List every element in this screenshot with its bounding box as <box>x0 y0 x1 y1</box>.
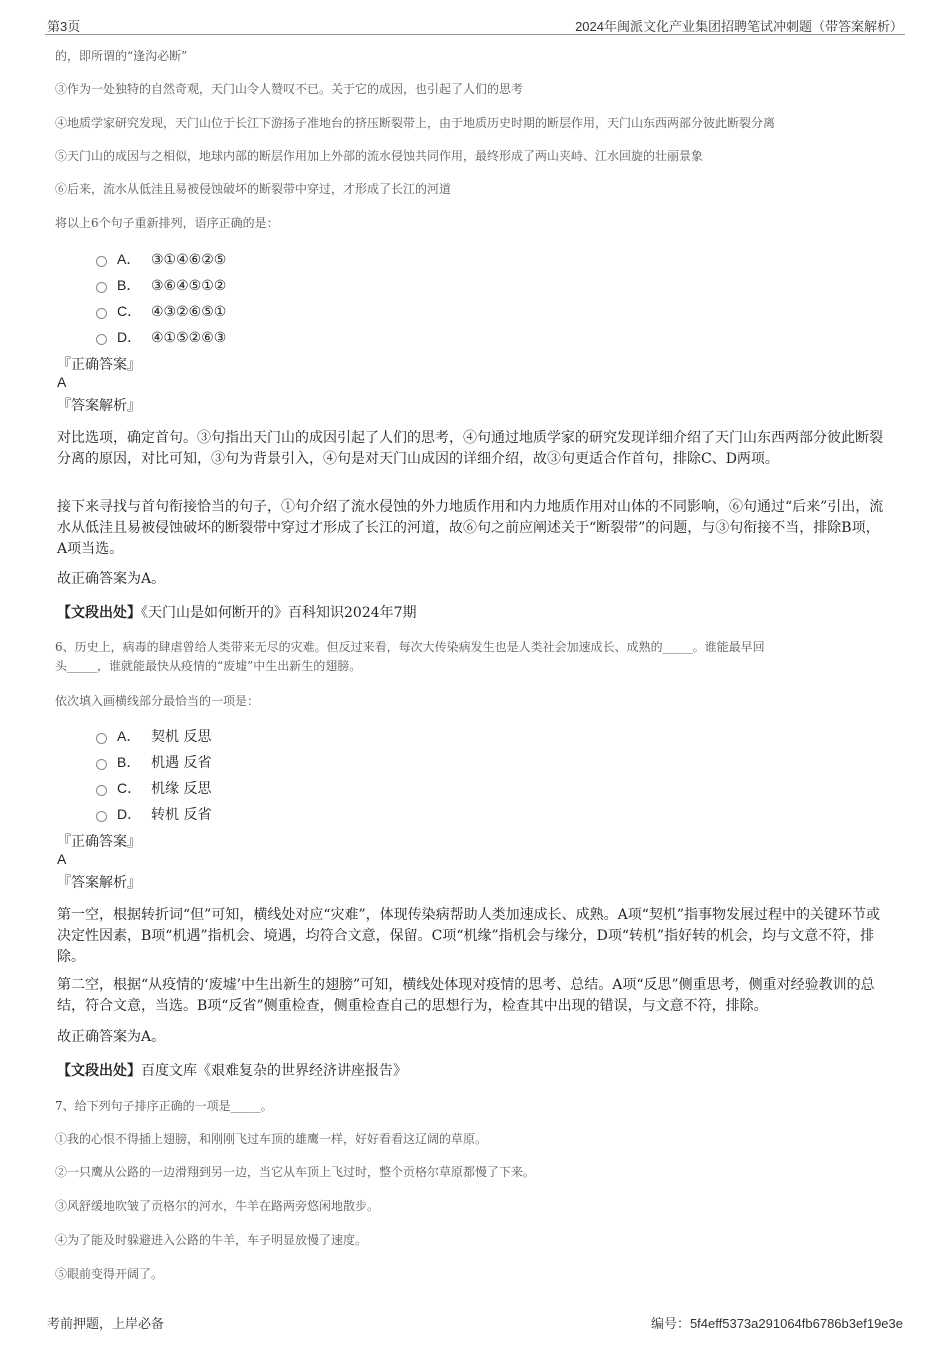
q5-answer-label: 『正确答案』 <box>57 357 141 373</box>
q6-stem-2: 头_____，谁就能最快从疫情的“废墟”中生出新生的翅膀。 <box>55 659 362 673</box>
q7-stem: 7、给下列句子排序正确的一项是_____。 <box>55 1099 273 1113</box>
q5-analysis-label: 『答案解析』 <box>57 398 141 414</box>
radio-icon[interactable] <box>96 308 107 319</box>
q7-sentence-5: ⑤眼前变得开阔了。 <box>55 1267 164 1281</box>
footer-slogan: 考前押题，上岸必备 <box>47 1317 165 1332</box>
radio-icon[interactable] <box>96 785 107 796</box>
q6-conclusion: 故正确答案为A。 <box>57 1029 166 1045</box>
q5-sentence-5: ⑤天门山的成因与之相似，地球内部的断层作用加上外部的流水侵蚀共同作用，最终形成了两山夹峙、江水回旋的壮丽景象 <box>55 149 704 163</box>
radio-icon[interactable] <box>96 811 107 822</box>
q6-option-d[interactable]: D． 转机 反省 <box>96 804 211 824</box>
q6-analysis-2: 第二空，根据“从疫情的‘废墟’中生出新生的翅膀”可知，横线处体现对疫情的思考、总结。A项“反思”侧重思考，侧重对经验教训的总结，符合文意，当选。B项“反省”侧重检查，侧重检查自己的思想行为，检查其中出现的错误，与文意不符，排除。 <box>57 977 875 1014</box>
q7-sentence-3: ③风舒缓地吹皱了贡格尔的河水，牛羊在路两旁悠闲地散步。 <box>55 1199 380 1213</box>
document-code: 编号：5f4eff5373a291064fb6786b3ef19e3e <box>650 1316 903 1332</box>
q5-sentence-6: ⑥后来，流水从低洼且易被侵蚀破坏的断裂带中穿过，才形成了长江的河道 <box>55 182 452 196</box>
q6-answer: A <box>57 851 67 867</box>
q6-prompt: 依次填入画横线部分最恰当的一项是： <box>55 694 260 708</box>
q5-prompt: 将以上6个句子重新排列，语序正确的是： <box>55 216 279 230</box>
q5-source: 【文段出处】《天门山是如何断开的》百科知识2024年7期 <box>57 605 417 621</box>
q5-option-a[interactable]: A． ③①④⑥②⑤ <box>96 249 226 269</box>
q5-option-d[interactable]: D． ④①⑤②⑥③ <box>96 327 226 347</box>
q6-answer-label: 『正确答案』 <box>57 834 141 850</box>
q7-sentence-1: ①我的心恨不得插上翅膀，和刚刚飞过车顶的雄鹰一样，好好看看这辽阔的草原。 <box>55 1132 488 1146</box>
q5-conclusion: 故正确答案为A。 <box>57 571 166 587</box>
page-header <box>45 14 905 35</box>
radio-icon[interactable] <box>96 759 107 770</box>
q5-option-b[interactable]: B． ③⑥④⑤①② <box>96 275 226 295</box>
q5-sentence-cont: 的，即所谓的“逢沟必断” <box>55 49 188 63</box>
page-number: 第3页 <box>47 19 81 34</box>
radio-icon[interactable] <box>96 733 107 744</box>
q6-analysis-label: 『答案解析』 <box>57 875 141 891</box>
radio-icon[interactable] <box>96 256 107 267</box>
q6-option-a[interactable]: A． 契机 反思 <box>96 726 211 746</box>
q7-sentence-2: ②一只鹰从公路的一边滑翔到另一边，当它从车顶上飞过时，整个贡格尔草原都慢了下来。 <box>55 1165 536 1179</box>
q5-analysis-2: 接下来寻找与首句衔接恰当的句子，①句介绍了流水侵蚀的外力地质作用和内力地质作用对山体的不同影响，⑥句通过“后来”引出，流水从低洼且易被侵蚀破坏的断裂带中穿过才形成了长江的河道，故⑥句之前应阐述关于“断裂带”的问题，与③句衔接不当，排除B项，A项当选。 <box>57 499 884 557</box>
q6-stem-1: 6、历史上，病毒的肆虐曾给人类带来无尽的灾难。但反过来看，每次大传染病发生也是人类社会加速成长、成熟的_____。谁能最早回 <box>55 640 765 654</box>
q6-option-c[interactable]: C． 机缘 反思 <box>96 778 211 798</box>
document-title: 2024年闽派文化产业集团招聘笔试冲刺题（带答案解析） <box>575 19 903 34</box>
q5-answer: A <box>57 374 67 390</box>
q5-option-c[interactable]: C． ④③②⑥⑤① <box>96 301 226 321</box>
radio-icon[interactable] <box>96 334 107 345</box>
q5-sentence-4: ④地质学家研究发现，天门山位于长江下游扬子准地台的挤压断裂带上，由于地质历史时期的断层作用，天门山东西两部分彼此断裂分离 <box>55 116 776 130</box>
radio-icon[interactable] <box>96 282 107 293</box>
q5-analysis-1: 对比选项，确定首句。③句指出天门山的成因引起了人们的思考，④句通过地质学家的研究发现详细介绍了天门山东西两部分彼此断裂分离的原因，对比可知，③句为背景引入，④句是对天门山成因的详细介绍，故③句更适合作首句，排除C、D两项。 <box>57 430 883 467</box>
q7-sentence-4: ④为了能及时躲避进入公路的牛羊，车子明显放慢了速度。 <box>55 1233 368 1247</box>
q6-analysis-1: 第一空，根据转折词“但”可知，横线处对应“灾难”，体现传染病帮助人类加速成长、成熟。A项“契机”指事物发展过程中的关键环节或决定性因素，B项“机遇”指机会、境遇，均符合文意，保留。C项“机缘”指机会与缘分，D项“转机”指好转的机会，均与文意不符，排除。 <box>57 907 881 965</box>
page-footer <box>45 1313 905 1331</box>
q5-sentence-3: ③作为一处独特的自然奇观，天门山令人赞叹不已。关于它的成因，也引起了人们的思考 <box>55 82 524 96</box>
q6-source: 【文段出处】百度文库《艰难复杂的世界经济讲座报告》 <box>57 1063 407 1079</box>
q6-option-b[interactable]: B． 机遇 反省 <box>96 752 211 772</box>
